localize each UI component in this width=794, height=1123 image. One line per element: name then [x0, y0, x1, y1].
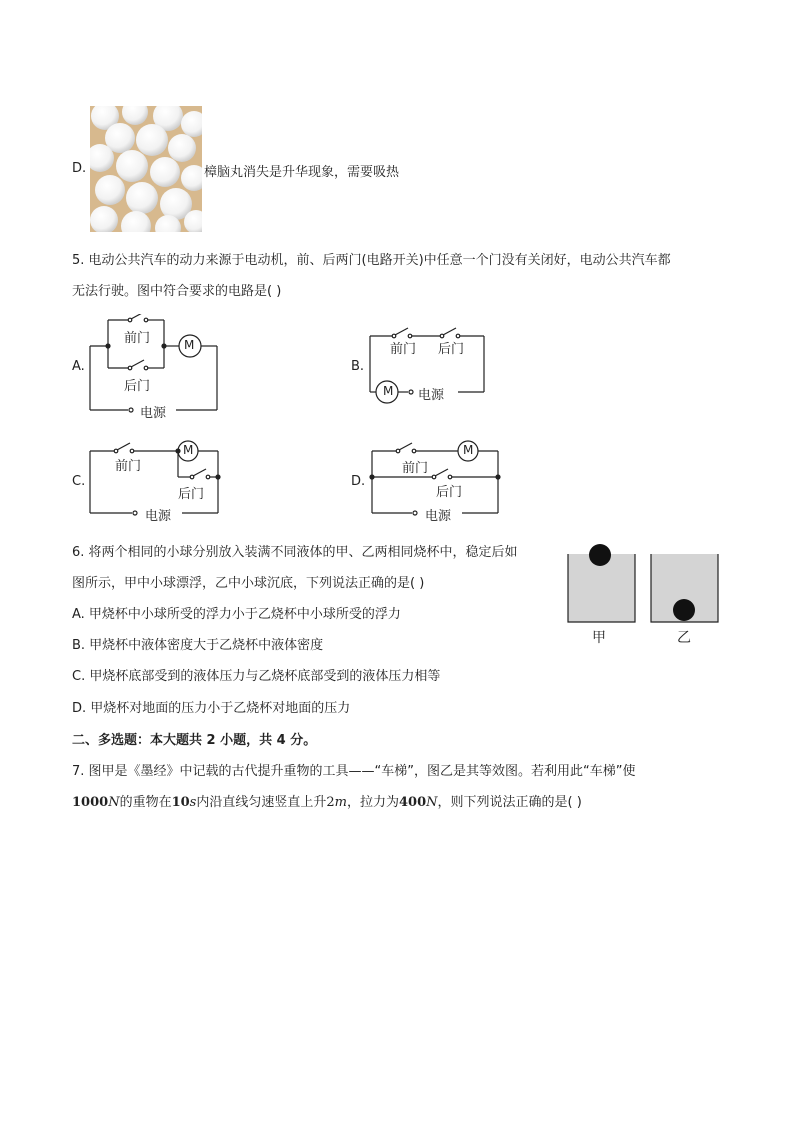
q5-stem-line1: 5. 电动公共汽车的动力来源于电动机，前、后两门(电路开关)中任意一个门没有关闭好，电动公共汽车都: [72, 253, 671, 268]
circuit-a-back-door: 后门: [124, 379, 151, 394]
q5-option-d-label[interactable]: D.: [351, 474, 366, 489]
q5-option-c-label[interactable]: C.: [72, 474, 86, 489]
circuit-d-back-door: 后门: [436, 485, 463, 500]
q6-stem-line1: 6. 将两个相同的小球分别放入装满不同液体的甲、乙两相同烧杯中，稳定后如: [72, 545, 518, 560]
beaker-b-ball: [673, 599, 695, 621]
circuit-c-motor: M: [183, 443, 194, 457]
circuit-c-power: 电源: [145, 509, 172, 524]
beaker-a-label: 甲: [592, 630, 606, 646]
circuit-c-back-door: 后门: [178, 487, 205, 502]
q7-height-value: 2: [326, 795, 335, 810]
q5-option-b-label[interactable]: B.: [351, 359, 365, 374]
beaker-a-ball: [589, 544, 611, 566]
q5-option-a-label[interactable]: A.: [72, 359, 85, 374]
circuit-d-front-door: 前门: [402, 461, 429, 476]
q7-height-unit: m: [334, 795, 347, 810]
q6-option-d[interactable]: D. 甲烧杯对地面的压力小于乙烧杯对地面的压力: [72, 701, 351, 716]
q7-stem-line2: [72, 791, 582, 810]
q6-option-a[interactable]: A. 甲烧杯中小球所受的浮力小于乙烧杯中小球所受的浮力: [72, 607, 401, 622]
beaker-b-label: 乙: [677, 630, 691, 646]
circuit-c-front-door: 前门: [115, 459, 142, 474]
q7-weight-value: 1000: [72, 795, 109, 810]
q7-time-unit: s: [189, 795, 197, 810]
q6-option-c[interactable]: C. 甲烧杯底部受到的液体压力与乙烧杯底部受到的液体压力相等: [72, 669, 441, 684]
section-2-heading: 二、多选题：本大题共 2 小题，共 4 分。: [72, 733, 317, 748]
q7-stem-line1: 7. 图甲是《墨经》中记载的古代提升重物的工具——“车梯”，图乙是其等效图。若利用此“车梯”使: [72, 764, 636, 779]
q6-stem-line2: 图所示，甲中小球漂浮，乙中小球沉底，下列说法正确的是( ): [72, 576, 425, 591]
q4-option-d-label: D.: [72, 161, 87, 176]
q7-text-c: ，拉力为: [346, 795, 399, 810]
circuit-a-front-door: 前门: [124, 331, 151, 346]
circuit-b-front-door: 前门: [390, 342, 417, 357]
q7-text-b: 内沿直线匀速竖直上升: [196, 795, 327, 810]
q4-option-d-text: 樟脑丸消失是升华现象，需要吸热: [204, 165, 400, 180]
q7-weight-unit: N: [108, 795, 120, 810]
q5-stem-line2: 无法行驶。图中符合要求的电路是( ): [72, 284, 282, 299]
circuit-b-power: 电源: [418, 388, 445, 403]
beakers-figure: [566, 540, 726, 626]
q7-force-value: 400: [398, 795, 427, 810]
circuit-a-motor: M: [184, 338, 195, 352]
circuit-d-power: 电源: [425, 509, 452, 524]
q6-option-b[interactable]: B. 甲烧杯中液体密度大于乙烧杯中液体密度: [72, 638, 324, 653]
circuit-d-motor: M: [463, 443, 474, 457]
circuit-b-motor: M: [383, 384, 394, 398]
q7-time-value: 10: [171, 795, 190, 810]
q7-text-a: 的重物在: [119, 795, 172, 810]
q7-text-d: ，则下列说法正确的是( ): [437, 795, 582, 810]
q7-force-unit: N: [426, 795, 438, 810]
circuit-a-power: 电源: [140, 406, 167, 421]
circuit-b-back-door: 后门: [438, 342, 465, 357]
mothball-photo: [90, 106, 202, 232]
